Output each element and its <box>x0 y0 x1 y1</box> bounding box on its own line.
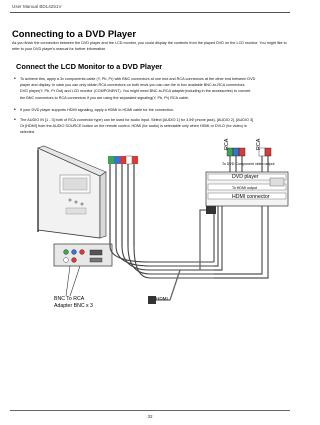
adapter-label-line2: Adapter BNC x 3 <box>54 303 93 309</box>
rca-label-right: RCA <box>256 138 262 150</box>
bullet-line: If your DVD player supports HDMI signaling, apply a HDMI to HDMI cable for the connection. <box>20 108 175 112</box>
hdmi-small-label: HDMI <box>156 296 168 301</box>
page-number: 32 <box>147 414 153 419</box>
bullet-line: player and display. In case you can only obtain RCA connectors on both ends you can use the in box available BNC-to-RCA connectors. <box>20 83 246 88</box>
component-output-label: To DVD Component video output <box>222 162 275 166</box>
hdmi-cable <box>148 206 216 304</box>
bullet-line: Or [HDMI] from the AUDIO SOURCE button on the remote control. HDMI (for audio) is selectable only when HDMI or DVI-D (for video) is <box>20 124 247 129</box>
component-cables <box>108 156 214 278</box>
lcd-monitor <box>38 146 106 238</box>
bullet-line: selected. <box>20 130 36 135</box>
rca-cables-to-dvd <box>214 148 271 278</box>
section-intro: As you finish the connection between the DVD player and the LCD monitor, you could display the contents from the played DVD on the LCD monitor. You might like to refer to your DVD player's manual for further information. <box>12 41 287 52</box>
bullet-dot: • <box>14 107 16 113</box>
hdmi-output-label: To HDMI output <box>232 186 257 190</box>
footer-divider <box>10 410 290 411</box>
bullet-dot: • <box>14 76 16 82</box>
manual-header: User Manual BDL4251V <box>12 4 62 9</box>
rca-label-left: RCA <box>224 138 230 150</box>
bnc-adapter-callout <box>66 266 80 296</box>
bullet-line: the BNC connectors to RCA connectors if you are using the separated signaling(Y, Pb, Pr) RCA cable. <box>20 95 189 100</box>
dvd-player-label: DVD player <box>232 174 259 180</box>
bullet-line: To achieve this, apply a 3x components cable (Y, Pb, Pr) with BNC connectors at one end and RCA connectors at the other end between DVD <box>20 77 256 81</box>
bullet-line: The AUDIO IN [1 - 3] both of RCA connector type) can be used for audio input. Select [AUDIO 1] for 3.5Φ phone jack), [AUDIO 2], [AUDIO 3] <box>20 118 254 122</box>
bullet-dot: • <box>14 117 16 123</box>
section-title: Connecting to a DVD Player <box>12 28 136 39</box>
adapter-label-line1: BNC To RCA <box>54 296 85 302</box>
subsection-title: Connect the LCD Monitor to a DVD Player <box>16 62 163 71</box>
monitor-connector-panel <box>54 244 112 266</box>
hdmi-connector-label: HDMI connector <box>232 194 270 200</box>
bullet-line: DVD player(Y, Pb, Pr Out) and LCD monitor (COMPONENT). You might need BNC-to-RCA adapter(including in the accessories) to convert <box>20 89 251 94</box>
